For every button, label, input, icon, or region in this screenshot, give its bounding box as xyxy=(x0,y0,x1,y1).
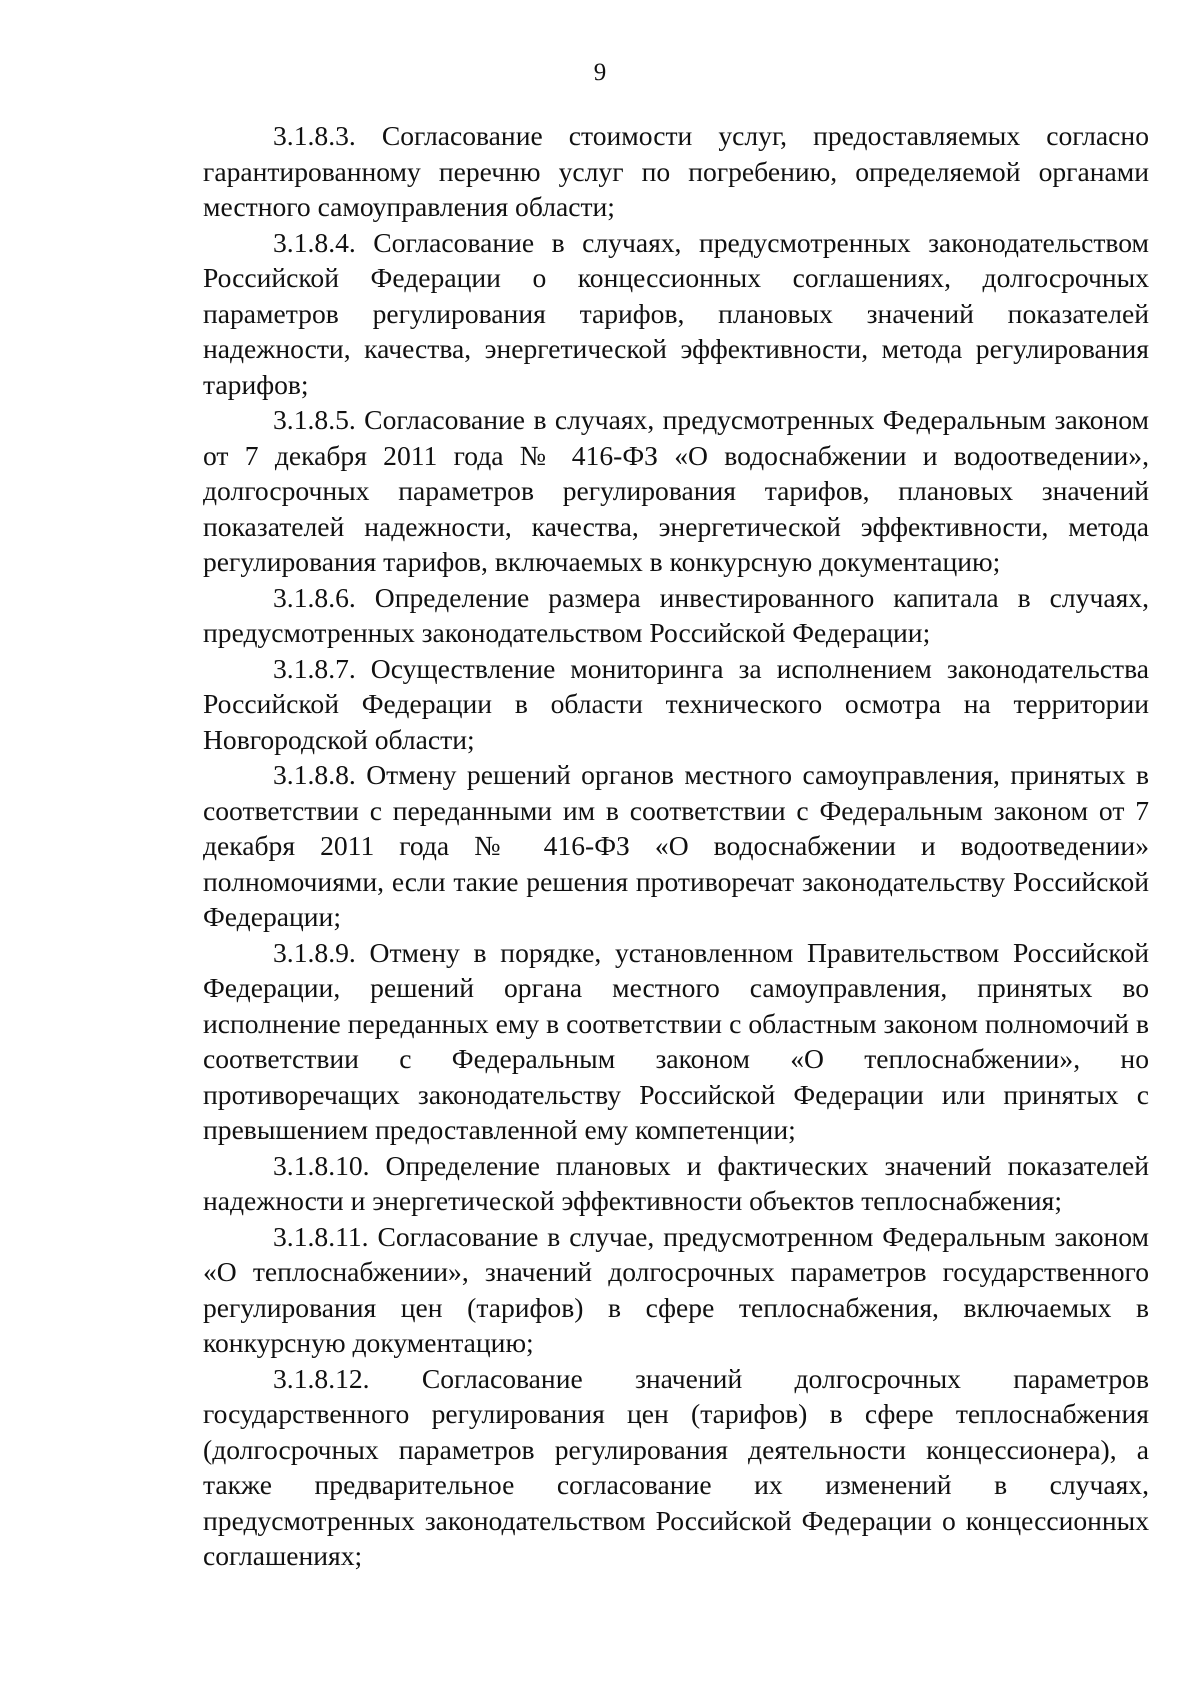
paragraph-3-1-8-6: 3.1.8.6. Определение размера инвестированного капитала в случаях, предусмотренных законодательством Российской Федерации; xyxy=(203,581,1149,648)
paragraph-3-1-8-9: 3.1.8.9. Отмену в порядке, установленном Правительством Российской Федерации, решений органа местного самоуправления, принятых во исполнение переданных ему в соответствии с областным законом полномочий в соответствии с Федеральным законом «О теплоснабжении», но противоречащих законодательству Российской Федерации или принятых с превышением предоставленной ему компетенции; xyxy=(203,936,1149,1145)
paragraph-3-1-8-7: 3.1.8.7. Осуществление мониторинга за исполнением законодательства Российской Федерации в области технического осмотра на территории Новгородской области; xyxy=(203,652,1149,755)
paragraph-3-1-8-4: 3.1.8.4. Согласование в случаях, предусмотренных законодательством Российской Федерации о концессионных соглашениях, долгосрочных параметров регулирования тарифов, плановых значений показателей надежности, качества, энергетической эффективности, метода регулирования тарифов; xyxy=(203,226,1149,400)
paragraph-3-1-8-11: 3.1.8.11. Согласование в случае, предусмотренном Федеральным законом «О теплоснабжении», значений долгосрочных параметров государственного регулирования цен (тарифов) в сфере теплоснабжения, включаемых в конкурсную документацию; xyxy=(203,1220,1149,1358)
paragraph-3-1-8-5: 3.1.8.5. Согласование в случаях, предусмотренных Федеральным законом от 7 декабря 2011 года № 416-ФЗ «О водоснабжении и водоотведении», долгосрочных параметров регулирования тарифов, плановых значений показателей надежности, качества, энергетической эффективности, метода регулирования тарифов, включаемых в конкурсную документацию; xyxy=(203,404,1149,577)
paragraph-3-1-8-12: 3.1.8.12. Согласование значений долгосрочных параметров государственного регулирования цен (тарифов) в сфере теплоснабжения (долгосрочных параметров регулирования деятельности концессионера), а также предварительное согласование их изменений в случаях, предусмотренных законодательством Российской Федерации о концессионных соглашениях; xyxy=(203,1362,1149,1571)
paragraph-3-1-8-3: 3.1.8.3. Согласование стоимости услуг, предоставляемых согласно гарантированному перечню услуг по погребению, определяемой органами местного самоуправления области; xyxy=(203,120,1149,222)
paragraph-3-1-8-8: 3.1.8.8. Отмену решений органов местного самоуправления, принятых в соответствии с переданными им в соответствии с Федеральным законом от 7 декабря 2011 года № 416-ФЗ «О водоснабжении и водоотведении» полномочиями, если такие решения противоречат законодательству Российской Федерации; xyxy=(203,759,1149,932)
paragraph-3-1-8-10: 3.1.8.10. Определение плановых и фактических значений показателей надежности и энергетической эффективности объектов теплоснабжения; xyxy=(203,1149,1149,1216)
document-body xyxy=(203,118,1149,1574)
page-number: 9 xyxy=(593,59,607,86)
